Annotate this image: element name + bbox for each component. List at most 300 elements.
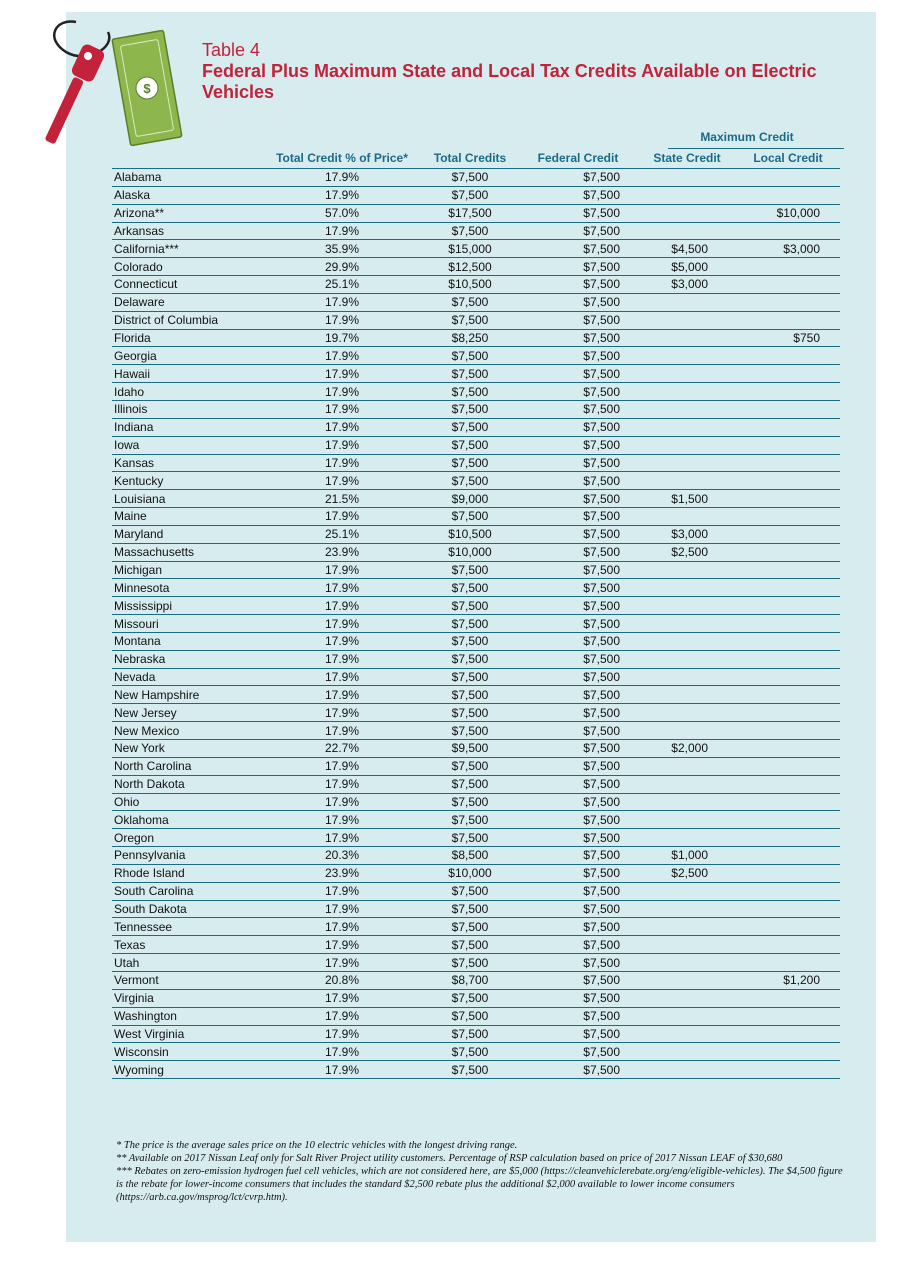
- local-credit-cell: [736, 490, 840, 508]
- state-credit-cell: [638, 454, 736, 472]
- col-header-pct: Total Credit % of Price*: [262, 150, 422, 169]
- state-credit-cell: [638, 757, 736, 775]
- footnote-2: ** Available on 2017 Nissan Leaf only for Salt River Project utility customers. Percentage of RSP calculation based on price of 2017 Nissan LEAF of $30,680: [116, 1153, 783, 1164]
- federal-cell: $7,500: [518, 918, 638, 936]
- state-cell: Indiana: [112, 418, 262, 436]
- table-row: [112, 847, 840, 865]
- table-row: [112, 543, 840, 561]
- total-cell: $7,500: [422, 1007, 518, 1025]
- pct-cell: 23.9%: [262, 543, 422, 561]
- federal-cell: $7,500: [518, 793, 638, 811]
- local-credit-cell: [736, 169, 840, 187]
- federal-cell: $7,500: [518, 740, 638, 758]
- tax-credit-table: [112, 150, 840, 1079]
- table-row: [112, 418, 840, 436]
- state-credit-cell: [638, 329, 736, 347]
- car-key-icon: [26, 8, 196, 158]
- total-cell: $7,500: [422, 561, 518, 579]
- state-credit-cell: $2,500: [638, 864, 736, 882]
- local-credit-cell: [736, 383, 840, 401]
- federal-cell: $7,500: [518, 400, 638, 418]
- federal-cell: $7,500: [518, 276, 638, 294]
- table-row: [112, 900, 840, 918]
- federal-cell: $7,500: [518, 900, 638, 918]
- table-row: [112, 757, 840, 775]
- state-cell: Hawaii: [112, 365, 262, 383]
- local-credit-cell: [736, 757, 840, 775]
- local-credit-cell: [736, 365, 840, 383]
- table-row: [112, 347, 840, 365]
- total-cell: $8,700: [422, 971, 518, 989]
- table-row: [112, 811, 840, 829]
- pct-cell: 17.9%: [262, 829, 422, 847]
- local-credit-cell: [736, 954, 840, 972]
- total-cell: $7,500: [422, 365, 518, 383]
- pct-cell: 57.0%: [262, 204, 422, 222]
- title-block: [202, 40, 862, 103]
- total-cell: $7,500: [422, 989, 518, 1007]
- state-cell: Texas: [112, 936, 262, 954]
- pct-cell: 17.9%: [262, 597, 422, 615]
- total-cell: $7,500: [422, 383, 518, 401]
- total-cell: $17,500: [422, 204, 518, 222]
- pct-cell: 17.9%: [262, 668, 422, 686]
- state-cell: Ohio: [112, 793, 262, 811]
- state-credit-cell: [638, 900, 736, 918]
- federal-cell: $7,500: [518, 347, 638, 365]
- total-cell: $7,500: [422, 954, 518, 972]
- pct-cell: 17.9%: [262, 383, 422, 401]
- table-row: [112, 936, 840, 954]
- federal-cell: $7,500: [518, 525, 638, 543]
- total-cell: $7,500: [422, 597, 518, 615]
- total-cell: $7,500: [422, 757, 518, 775]
- state-credit-cell: [638, 686, 736, 704]
- state-cell: Pennsylvania: [112, 847, 262, 865]
- table-row: [112, 1043, 840, 1061]
- state-cell: Louisiana: [112, 490, 262, 508]
- table-row: [112, 793, 840, 811]
- total-cell: $7,500: [422, 632, 518, 650]
- federal-cell: $7,500: [518, 472, 638, 490]
- state-cell: Minnesota: [112, 579, 262, 597]
- state-cell: Oklahoma: [112, 811, 262, 829]
- state-cell: Florida: [112, 329, 262, 347]
- federal-cell: $7,500: [518, 757, 638, 775]
- state-credit-cell: [638, 383, 736, 401]
- total-cell: $7,500: [422, 1061, 518, 1079]
- state-credit-cell: [638, 418, 736, 436]
- state-credit-cell: [638, 971, 736, 989]
- pct-cell: 17.9%: [262, 989, 422, 1007]
- pct-cell: 17.9%: [262, 454, 422, 472]
- local-credit-cell: [736, 989, 840, 1007]
- state-credit-cell: $1,000: [638, 847, 736, 865]
- table-row: [112, 864, 840, 882]
- state-cell: Maryland: [112, 525, 262, 543]
- pct-cell: 17.9%: [262, 472, 422, 490]
- pct-cell: 17.9%: [262, 293, 422, 311]
- pct-cell: 29.9%: [262, 258, 422, 276]
- local-credit-cell: [736, 882, 840, 900]
- state-credit-cell: [638, 722, 736, 740]
- local-credit-cell: $1,200: [736, 971, 840, 989]
- state-cell: Idaho: [112, 383, 262, 401]
- state-credit-cell: [638, 918, 736, 936]
- state-credit-cell: $2,000: [638, 740, 736, 758]
- pct-cell: 17.9%: [262, 561, 422, 579]
- state-cell: Arizona**: [112, 204, 262, 222]
- federal-cell: $7,500: [518, 383, 638, 401]
- maximum-credit-group-header: Maximum Credit: [700, 130, 794, 144]
- local-credit-cell: [736, 864, 840, 882]
- pct-cell: 23.9%: [262, 864, 422, 882]
- total-cell: $7,500: [422, 186, 518, 204]
- pct-cell: 17.9%: [262, 222, 422, 240]
- state-cell: Kentucky: [112, 472, 262, 490]
- local-credit-cell: [736, 579, 840, 597]
- pct-cell: 17.9%: [262, 954, 422, 972]
- state-credit-cell: [638, 293, 736, 311]
- local-credit-cell: [736, 222, 840, 240]
- total-cell: $7,500: [422, 829, 518, 847]
- table-row: [112, 989, 840, 1007]
- pct-cell: 17.9%: [262, 365, 422, 383]
- state-cell: North Carolina: [112, 757, 262, 775]
- col-header-federal: Federal Credit: [518, 150, 638, 169]
- federal-cell: $7,500: [518, 954, 638, 972]
- local-credit-cell: [736, 400, 840, 418]
- total-cell: $7,500: [422, 1025, 518, 1043]
- svg-text:$: $: [143, 81, 151, 96]
- pct-cell: 17.9%: [262, 722, 422, 740]
- federal-cell: $7,500: [518, 561, 638, 579]
- pct-cell: 17.9%: [262, 508, 422, 526]
- state-credit-cell: [638, 347, 736, 365]
- local-credit-cell: [736, 632, 840, 650]
- state-cell: Alabama: [112, 169, 262, 187]
- state-cell: Michigan: [112, 561, 262, 579]
- total-cell: $7,500: [422, 311, 518, 329]
- state-credit-cell: [638, 882, 736, 900]
- state-credit-cell: [638, 936, 736, 954]
- state-credit-cell: [638, 632, 736, 650]
- state-cell: District of Columbia: [112, 311, 262, 329]
- state-credit-cell: $2,500: [638, 543, 736, 561]
- table-row: [112, 472, 840, 490]
- total-cell: $7,500: [422, 793, 518, 811]
- federal-cell: $7,500: [518, 508, 638, 526]
- state-credit-cell: [638, 204, 736, 222]
- state-cell: New Mexico: [112, 722, 262, 740]
- total-cell: $15,000: [422, 240, 518, 258]
- state-credit-cell: [638, 775, 736, 793]
- federal-cell: $7,500: [518, 686, 638, 704]
- pct-cell: 21.5%: [262, 490, 422, 508]
- pct-cell: 17.9%: [262, 686, 422, 704]
- total-cell: $7,500: [422, 900, 518, 918]
- state-cell: New York: [112, 740, 262, 758]
- federal-cell: $7,500: [518, 329, 638, 347]
- state-cell: Mississippi: [112, 597, 262, 615]
- pct-cell: 17.9%: [262, 1007, 422, 1025]
- footnote-1: * The price is the average sales price on the 10 electric vehicles with the longest driving range.: [116, 1140, 518, 1151]
- state-credit-cell: [638, 561, 736, 579]
- local-credit-cell: [736, 686, 840, 704]
- pct-cell: 17.9%: [262, 615, 422, 633]
- total-cell: $10,500: [422, 276, 518, 294]
- total-cell: $7,500: [422, 882, 518, 900]
- state-credit-cell: [638, 222, 736, 240]
- total-cell: $10,000: [422, 543, 518, 561]
- local-credit-cell: [736, 900, 840, 918]
- table-row: [112, 615, 840, 633]
- footnote-3: *** Rebates on zero-emission hydrogen fuel cell vehicles, which are not considered here, are $5,000 (https://cleanvehiclerebate.org/eng/eligible-vehicles). The $4,500 figure is the rebate for lower-income consumers that includes the standard $2,500 rebate plus the additional $2,000 available to lower income consumers (https://arb.ca.gov/msprog/lct/cvrp.htm).: [116, 1166, 843, 1203]
- federal-cell: $7,500: [518, 829, 638, 847]
- local-credit-cell: [736, 1061, 840, 1079]
- total-cell: $7,500: [422, 650, 518, 668]
- state-cell: Georgia: [112, 347, 262, 365]
- state-cell: Massachusetts: [112, 543, 262, 561]
- total-cell: $7,500: [422, 418, 518, 436]
- state-cell: Oregon: [112, 829, 262, 847]
- pct-cell: 17.9%: [262, 347, 422, 365]
- table-row: [112, 258, 840, 276]
- table-row: [112, 722, 840, 740]
- state-credit-cell: [638, 579, 736, 597]
- state-credit-cell: [638, 1061, 736, 1079]
- federal-cell: $7,500: [518, 847, 638, 865]
- state-cell: South Carolina: [112, 882, 262, 900]
- state-credit-cell: [638, 668, 736, 686]
- pct-cell: 17.9%: [262, 882, 422, 900]
- pct-cell: 22.7%: [262, 740, 422, 758]
- table-row: [112, 954, 840, 972]
- state-credit-cell: [638, 186, 736, 204]
- federal-cell: $7,500: [518, 971, 638, 989]
- local-credit-cell: [736, 293, 840, 311]
- pct-cell: 17.9%: [262, 400, 422, 418]
- total-cell: $7,500: [422, 668, 518, 686]
- federal-cell: $7,500: [518, 615, 638, 633]
- table-row: [112, 882, 840, 900]
- federal-cell: $7,500: [518, 311, 638, 329]
- state-cell: Colorado: [112, 258, 262, 276]
- federal-cell: $7,500: [518, 936, 638, 954]
- state-credit-cell: [638, 436, 736, 454]
- local-credit-cell: [736, 1025, 840, 1043]
- col-header-local-credit: Local Credit: [736, 150, 840, 169]
- table-row: [112, 971, 840, 989]
- federal-cell: $7,500: [518, 1007, 638, 1025]
- local-credit-cell: [736, 936, 840, 954]
- total-cell: $7,500: [422, 722, 518, 740]
- local-credit-cell: $10,000: [736, 204, 840, 222]
- local-credit-cell: [736, 668, 840, 686]
- table-row: [112, 400, 840, 418]
- table-row: [112, 436, 840, 454]
- pct-cell: 17.9%: [262, 936, 422, 954]
- local-credit-cell: [736, 1043, 840, 1061]
- local-credit-cell: [736, 775, 840, 793]
- state-credit-cell: $5,000: [638, 258, 736, 276]
- federal-cell: $7,500: [518, 811, 638, 829]
- state-cell: Vermont: [112, 971, 262, 989]
- state-cell: North Dakota: [112, 775, 262, 793]
- local-credit-cell: [736, 525, 840, 543]
- table-header-row: [112, 150, 840, 169]
- federal-cell: $7,500: [518, 240, 638, 258]
- local-credit-cell: [736, 811, 840, 829]
- state-credit-cell: $3,000: [638, 525, 736, 543]
- federal-cell: $7,500: [518, 1043, 638, 1061]
- state-cell: California***: [112, 240, 262, 258]
- local-credit-cell: [736, 186, 840, 204]
- page-title: Federal Plus Maximum State and Local Tax Credits Available on Electric Vehicles: [202, 61, 817, 102]
- state-cell: New Jersey: [112, 704, 262, 722]
- federal-cell: $7,500: [518, 543, 638, 561]
- local-credit-cell: [736, 454, 840, 472]
- table-row: [112, 222, 840, 240]
- table-row: [112, 561, 840, 579]
- pct-cell: 17.9%: [262, 811, 422, 829]
- total-cell: $7,500: [422, 222, 518, 240]
- state-cell: Rhode Island: [112, 864, 262, 882]
- table-row: [112, 918, 840, 936]
- federal-cell: $7,500: [518, 668, 638, 686]
- state-cell: Wisconsin: [112, 1043, 262, 1061]
- federal-cell: $7,500: [518, 186, 638, 204]
- state-cell: Missouri: [112, 615, 262, 633]
- state-cell: Iowa: [112, 436, 262, 454]
- total-cell: $7,500: [422, 704, 518, 722]
- total-cell: $7,500: [422, 686, 518, 704]
- table-row: [112, 1061, 840, 1079]
- state-cell: Alaska: [112, 186, 262, 204]
- table-row: [112, 383, 840, 401]
- federal-cell: $7,500: [518, 864, 638, 882]
- local-credit-cell: [736, 722, 840, 740]
- total-cell: $7,500: [422, 293, 518, 311]
- local-credit-cell: [736, 347, 840, 365]
- pct-cell: 35.9%: [262, 240, 422, 258]
- table-row: [112, 490, 840, 508]
- state-cell: West Virginia: [112, 1025, 262, 1043]
- local-credit-cell: [736, 918, 840, 936]
- state-credit-cell: [638, 365, 736, 383]
- local-credit-cell: [736, 311, 840, 329]
- state-cell: Tennessee: [112, 918, 262, 936]
- total-cell: $8,500: [422, 847, 518, 865]
- state-credit-cell: [638, 597, 736, 615]
- state-credit-cell: [638, 1025, 736, 1043]
- total-cell: $7,500: [422, 615, 518, 633]
- pct-cell: 17.9%: [262, 169, 422, 187]
- pct-cell: 25.1%: [262, 525, 422, 543]
- state-cell: Virginia: [112, 989, 262, 1007]
- col-header-state-credit: State Credit: [638, 150, 736, 169]
- state-cell: Nebraska: [112, 650, 262, 668]
- state-cell: Montana: [112, 632, 262, 650]
- state-cell: Arkansas: [112, 222, 262, 240]
- total-cell: $10,500: [422, 525, 518, 543]
- pct-cell: 17.9%: [262, 900, 422, 918]
- table-row: [112, 525, 840, 543]
- pct-cell: 17.9%: [262, 311, 422, 329]
- pct-cell: 17.9%: [262, 579, 422, 597]
- federal-cell: $7,500: [518, 989, 638, 1007]
- state-credit-cell: [638, 1043, 736, 1061]
- local-credit-cell: [736, 418, 840, 436]
- pct-cell: 20.3%: [262, 847, 422, 865]
- total-cell: $7,500: [422, 169, 518, 187]
- local-credit-cell: $750: [736, 329, 840, 347]
- federal-cell: $7,500: [518, 882, 638, 900]
- pct-cell: 17.9%: [262, 757, 422, 775]
- state-credit-cell: $4,500: [638, 240, 736, 258]
- table-row: [112, 686, 840, 704]
- state-cell: Kansas: [112, 454, 262, 472]
- federal-cell: $7,500: [518, 775, 638, 793]
- federal-cell: $7,500: [518, 1025, 638, 1043]
- total-cell: $7,500: [422, 508, 518, 526]
- total-cell: $7,500: [422, 811, 518, 829]
- table-row: [112, 240, 840, 258]
- state-credit-cell: $3,000: [638, 276, 736, 294]
- total-cell: $8,250: [422, 329, 518, 347]
- local-credit-cell: [736, 740, 840, 758]
- pct-cell: 17.9%: [262, 632, 422, 650]
- table-row: [112, 740, 840, 758]
- federal-cell: $7,500: [518, 418, 638, 436]
- local-credit-cell: [736, 615, 840, 633]
- state-cell: Connecticut: [112, 276, 262, 294]
- state-cell: Delaware: [112, 293, 262, 311]
- col-header-total: Total Credits: [422, 150, 518, 169]
- local-credit-cell: [736, 704, 840, 722]
- table-row: [112, 204, 840, 222]
- federal-cell: $7,500: [518, 1061, 638, 1079]
- local-credit-cell: [736, 472, 840, 490]
- state-cell: Nevada: [112, 668, 262, 686]
- local-credit-cell: [736, 650, 840, 668]
- federal-cell: $7,500: [518, 258, 638, 276]
- state-credit-cell: [638, 400, 736, 418]
- group-header-rule: [668, 148, 844, 149]
- pct-cell: 17.9%: [262, 436, 422, 454]
- state-credit-cell: [638, 508, 736, 526]
- state-credit-cell: [638, 989, 736, 1007]
- state-credit-cell: [638, 615, 736, 633]
- federal-cell: $7,500: [518, 169, 638, 187]
- federal-cell: $7,500: [518, 579, 638, 597]
- federal-cell: $7,500: [518, 365, 638, 383]
- local-credit-cell: [736, 258, 840, 276]
- state-credit-cell: [638, 811, 736, 829]
- state-credit-cell: [638, 169, 736, 187]
- table-row: [112, 668, 840, 686]
- state-cell: New Hampshire: [112, 686, 262, 704]
- total-cell: $7,500: [422, 472, 518, 490]
- pct-cell: 17.9%: [262, 775, 422, 793]
- pct-cell: 17.9%: [262, 1061, 422, 1079]
- pct-cell: 17.9%: [262, 650, 422, 668]
- total-cell: $12,500: [422, 258, 518, 276]
- table-row: [112, 365, 840, 383]
- local-credit-cell: [736, 543, 840, 561]
- table-row: [112, 454, 840, 472]
- federal-cell: $7,500: [518, 597, 638, 615]
